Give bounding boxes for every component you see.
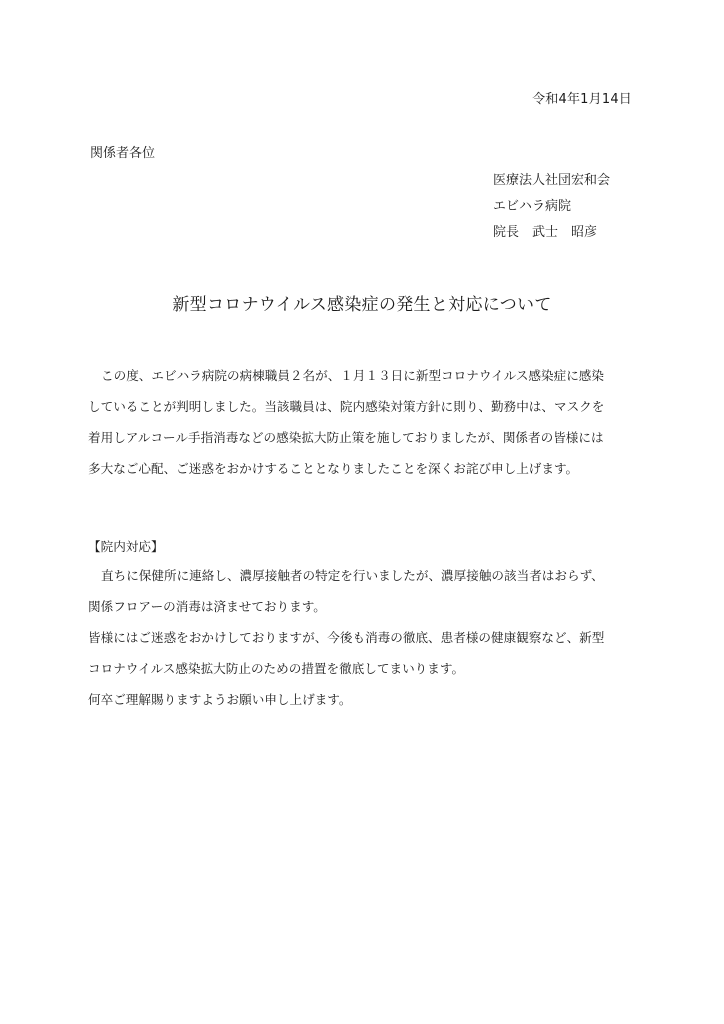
section-line: コロナウイルス感染拡大防止のための措置を徹底してまいります。 xyxy=(88,661,465,676)
section-heading: 【院内対応】 xyxy=(88,539,164,554)
sender-block xyxy=(493,168,610,246)
body-line: していることが判明しました。当該職員は、院内感染対策方針に則り、勤務中は、マスクを xyxy=(88,399,605,414)
sender-hospital: エビハラ病院 xyxy=(493,199,572,214)
section-paragraph xyxy=(88,560,648,715)
section-line: 皆様にはご迷惑をおかけしておりますが、今後も消毒の徹底、患者様の健康観察など、新型 xyxy=(88,630,605,645)
body-line: 多大なご心配、ご迷惑をおかけすることとなりましたことを深くお詫び申し上げます。 xyxy=(88,461,579,476)
sender-director: 院長 武士 昭彦 xyxy=(493,225,598,240)
body-line: この度、エビハラ病院の病棟職員２名が、１月１３日に新型コロナウイルス感染症に感染 xyxy=(101,368,604,383)
addressee: 関係者各位 xyxy=(90,146,156,161)
body-line: 着用しアルコール手指消毒などの感染拡大防止策を施しておりましたが、関係者の皆様には xyxy=(88,430,604,445)
document-date: 令和4年1月14日 xyxy=(532,92,632,107)
sender-organization: 医療法人社団宏和会 xyxy=(493,173,611,188)
section-line: 何卒ご理解賜りますようお願い申し上げます。 xyxy=(88,692,352,707)
section-line: 直ちに保健所に連絡し、濃厚接触者の特定を行いましたが、濃厚接触の該当者はおらず、 xyxy=(101,568,604,583)
document-title: 新型コロナウイルス感染症の発生と対応について xyxy=(172,295,552,315)
body-paragraph xyxy=(88,360,648,484)
section-line: 関係フロアーの消毒は済ませております。 xyxy=(88,599,326,614)
